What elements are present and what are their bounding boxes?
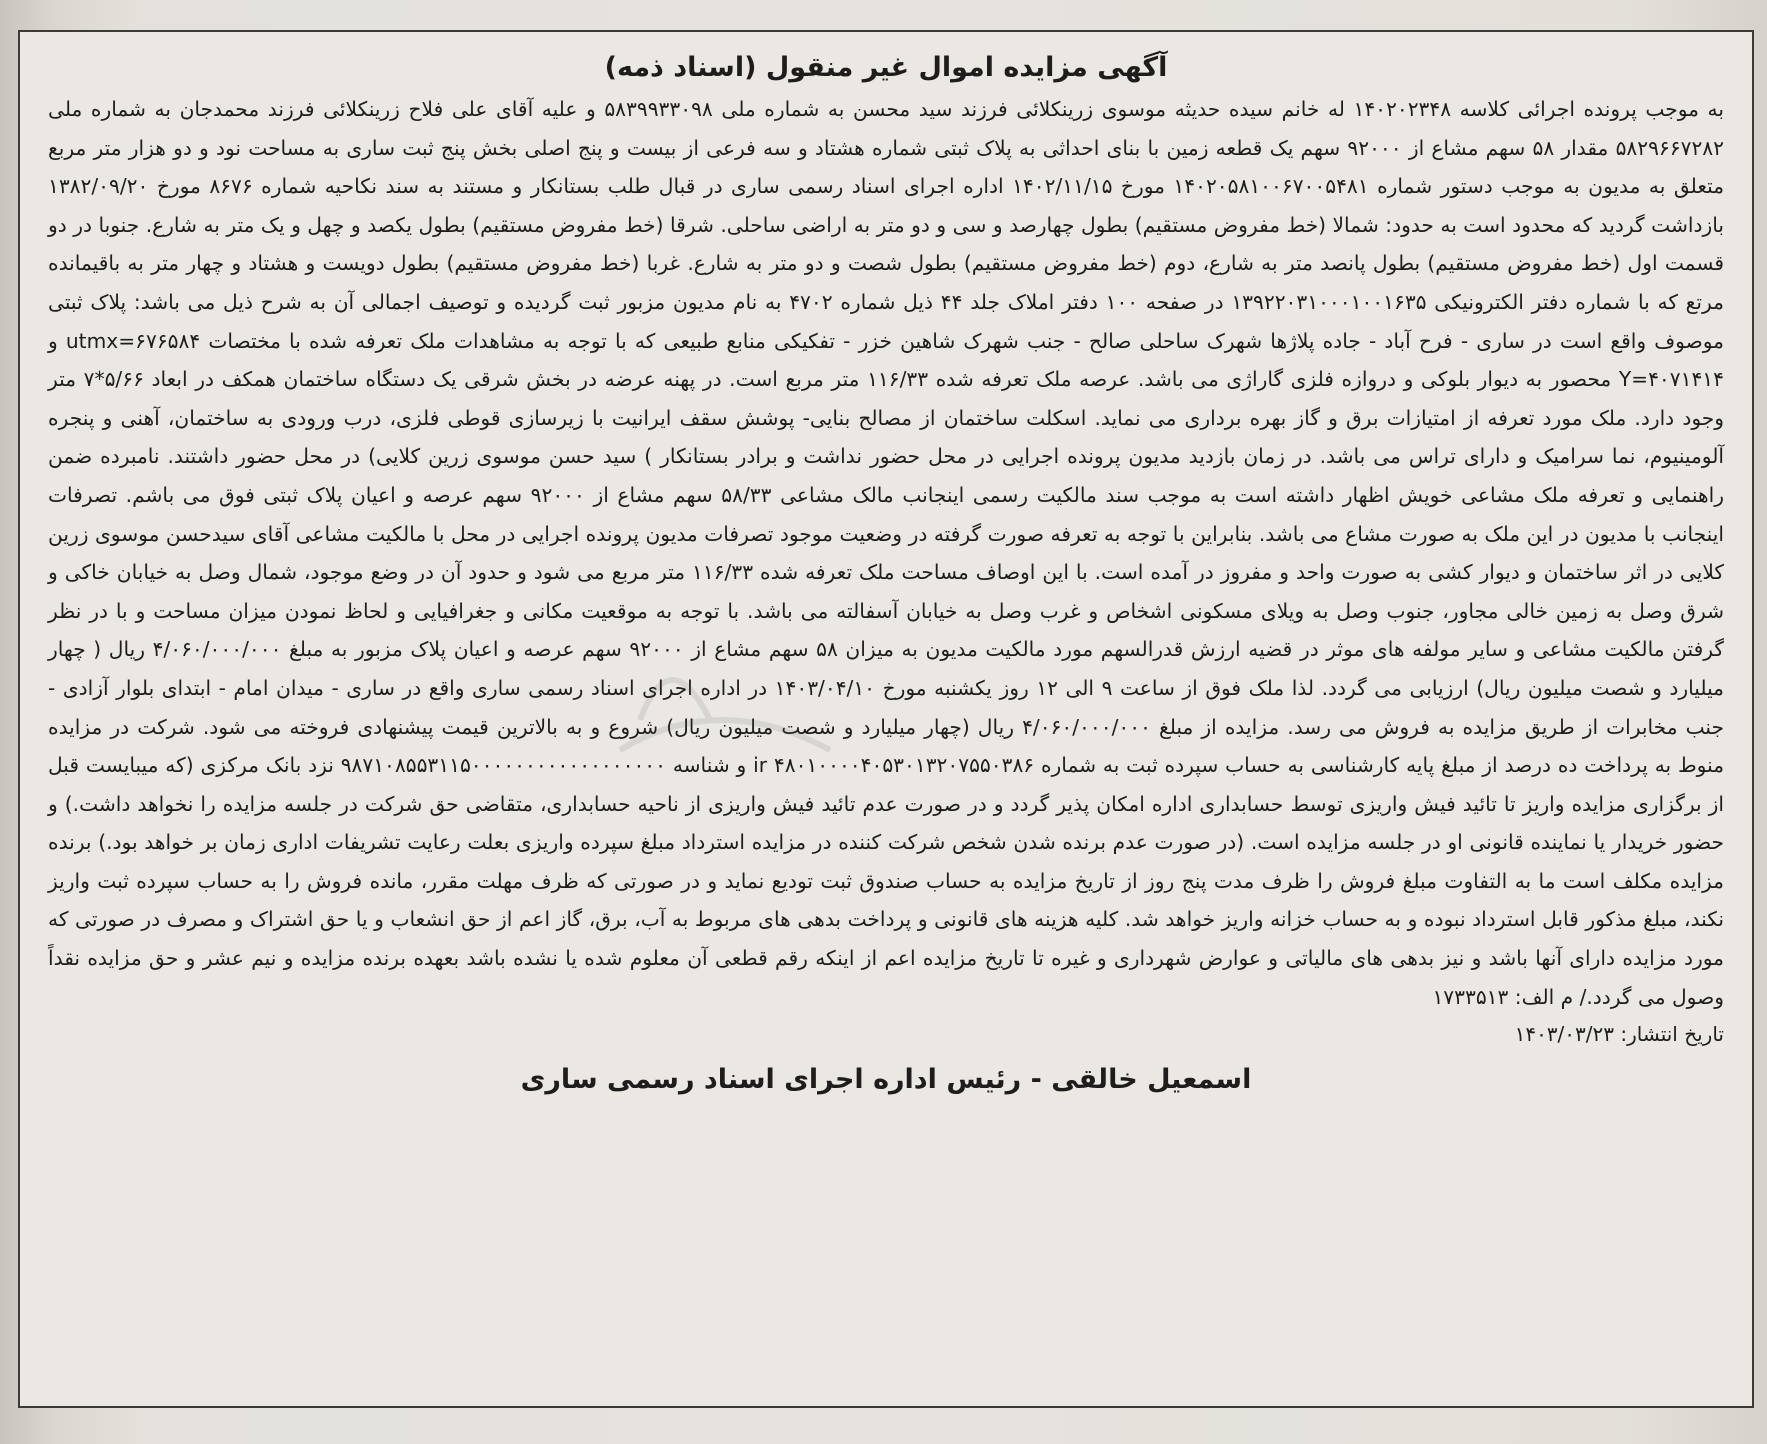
signature-line: اسمعیل خالقی - رئیس اداره اجرای اسناد رسمی ساری bbox=[520, 1064, 1252, 1096]
notice-title: آگهی مزایده اموال غیر منقول (اسناد ذمه) bbox=[604, 52, 1168, 83]
publication-date: تاریخ انتشار: ۱۴۰۳/۰۳/۲۳ bbox=[1514, 1022, 1724, 1047]
notice-body: به موجب پرونده اجرائی کلاسه ۱۴۰۲۰۲۳۴۸ له خانم سیده حدیثه موسوی زرینکلائی فرزند سید محسن به شماره ملی ۵۸۳۹۹۳۳۰۹۸ و علیه آقای علی فلاح زرینکلائی فرزند محمدجان به شماره ملی ۵۸۲۹۶۶۷۲۸۲ مقدار ۵۸ سهم مشاع از ۹۲۰۰۰ سهم یک قطعه زمین با بنای احداثی به پلاک ثبتی شماره هشتاد و سه فرعی از بیست و پنج اصلی بخش پنج ثبت ساری به مساحت نود و دو هزار متر مربع متعلق به مدیون به موجب دستور شماره ۱۴۰۲۰۵۸۱۰۰۶۷۰۰۵۴۸۱ مورخ ۱۴۰۲/۱۱/۱۵ اداره اجرای اسناد رسمی ساری در قبال طلب بستانکار و مستند به سند نکاحیه شماره ۸۶۷۶ مورخ ۱۳۸۲/۰۹/۲۰ بازداشت گردید که محدود است به حدود: شمالا (خط مفروض مستقیم) بطول چهارصد و سی و دو متر به اراضی ساحلی. شرقا (خط مفروض مستقیم) بطول یکصد و چهل و یک متر به شارع. جنوبا در دو قسمت اول (خط مفروض مستقیم) بطول پانصد متر به شارع، دوم (خط مفروض مستقیم) بطول شصت و دو متر به شارع. غربا (خط مفروض مستقیم) بطول دویست و هشتاد و چهار متر به باقیمانده مرتع که با شماره دفتر الکترونیکی ۱۳۹۲۲۰۳۱۰۰۰۱۰۰۱۶۳۵ در صفحه ۱۰۰ دفتر املاک جلد ۴۴ ذیل شماره ۴۷۰۲ به نام مدیون مزبور ثبت گردیده و توصیف اجمالی آن به شرح ذیل می باشد: پلاک ثبتی موصوف واقع است در ساری - فرح آباد - جاده پلاژها شهرک ساحلی صالح - جنب شهرک شاهین خزر - تفکیکی منابع طبیعی که با توجه به مشاهدات ملک تعرفه شده با مختصات utmx=۶۷۶۵۸۴ و Y=۴۰۷۱۴۱۴ محصور به دیوار بلوکی و دروازه فلزی گاراژی می باشد. عرصه ملک تعرفه شده ۱۱۶/۳۳ متر مربع است. در پهنه عرضه در بخش شرقی یک دستگاه ساختمان همکف در ابعاد ۵/۶۶*۷ متر وجود دارد. ملک مورد تعرفه از امتیازات برق و گاز بهره برداری می نماید. اسکلت ساختمان از مصالح بنایی- پوشش سقف ایرانیت با زیرسازی قوطی فلزی، درب ورودی به ساختمان، آهنی و پنجره آلومینیوم، نما سرامیک و دارای تراس می باشد. در زمان بازدید مدیون پرونده اجرایی در محل حضور نداشت و برادر بستانکار ) سید حسن موسوی زرین کلایی) در محل حضور داشتند. نامبرده ضمن راهنمایی و تعرفه ملک مشاعی خویش اظهار داشته است به موجب سند مالکیت رسمی اینجانب مالک مشاعی ۵۸/۳۳ سهم مشاع از ۹۲۰۰۰ سهم عرصه و اعیان پلاک ثبتی فوق می باشم. تصرفات اینجانب با مدیون در این ملک به صورت مشاع می باشد. بنابراین با توجه به تعرفه صورت گرفته در وضعیت موجود تصرفات مدیون پرونده اجرایی در محل با مالکیت مشاعی آقای سیدحسن موسوی زرین کلایی در اثر ساختمان و دیوار کشی به صورت واحد و مفروز در آمده است. با این اوصاف مساحت ملک تعرفه شده ۱۱۶/۳۳ متر مربع می شود و حدود آن در وضع موجود، شمال وصل به خیابان خاکی و شرق وصل به زمین خالی مجاور، جنوب وصل به ویلای مسکونی اشخاص و غرب وصل به خیابان آسفالته می باشد. با توجه به موقعیت مکانی و جغرافیایی و لحاظ نمودن میزان مساحت و با در نظر گرفتن مالکیت مشاعی و سایر مولفه های موثر در قضیه ارزش قدرالسهم مورد مالکیت مدیون به میزان ۵۸ سهم مشاع از ۹۲۰۰۰ سهم عرصه و اعیان پلاک مزبور به مبلغ ۴/۰۶۰/۰۰۰/۰۰۰ ریال ( چهار میلیارد و شصت میلیون ریال) ارزیابی می گردد. لذا ملک فوق از ساعت ۹ الی ۱۲ روز یکشنبه مورخ ۱۴۰۳/۰۴/۱۰ در اداره اجرای اسناد رسمی ساری واقع در ساری - میدان امام - ابتدای بلوار آزادی - جنب مخابرات از طریق مزایده به فروش می رسد. مزایده از مبلغ ۴/۰۶۰/۰۰۰/۰۰۰ ریال (چهار میلیارد و شصت میلیون ریال) شروع و به بالاترین قیمت پیشنهادی فروخته می شود. شرکت در مزایده منوط به پرداخت ده درصد از مبلغ پایه کارشناسی به حساب سپرده ثبت به شماره ir ۴۸۰۱۰۰۰۰۴۰۵۳۰۱۳۲۰۷۵۵۰۳۸۶ و شناسه ۹۸۷۱۰۸۵۵۳۱۱۵۰۰۰۰۰۰۰۰۰۰۰۰۰۰۰۰۰۰ نزد بانک مرکزی (که میبایست قبل از برگزاری مزایده واریز تا تائید فیش واریزی توسط حسابداری اداره امکان پذیر گردد و در صورت عدم تائید فیش واریزی از ناحیه حسابداری، متقاضی حق شرکت در جلسه مزایده را نخواهد داشت.) و حضور خریدار یا نماینده قانونی او در جلسه مزایده است. (در صورت عدم برنده شدن شخص شرکت کننده در مزایده استرداد مبلغ سپرده واریزی بعلت رعایت تشریفات اداری زمان بر خواهد بود.) برنده مزایده مکلف است ما به التفاوت مبلغ فروش را ظرف مدت پنج روز از تاریخ مزایده به حساب صندوق ثبت تودیع نماید و در صورتی که ظرف مهلت مقرر، مانده فروش را به حساب سپرده ثبت واریز نکند، مبلغ مذکور قابل استرداد نبوده و به حساب خزانه واریز خواهد شد. کلیه هزینه های قانونی و پرداخت بدهی های مربوط به آب، برق، گاز اعم از حق انشعاب و یا حق اشتراک و مصرف در صورتی که مورد مزایده دارای آنها باشد و نیز بدهی های مالیاتی و عوارض شهرداری و غیره تا تاریخ مزایده اعم از اینکه رقم قطعی آن معلوم شده یا نشده باشد بعهده برنده مزایده و نیم عشر و حق مزایده نقداً وصول می گردد./ م الف: ۱۷۳۳۵۱۳ bbox=[48, 97, 1725, 1009]
notice-box bbox=[18, 30, 1754, 1408]
